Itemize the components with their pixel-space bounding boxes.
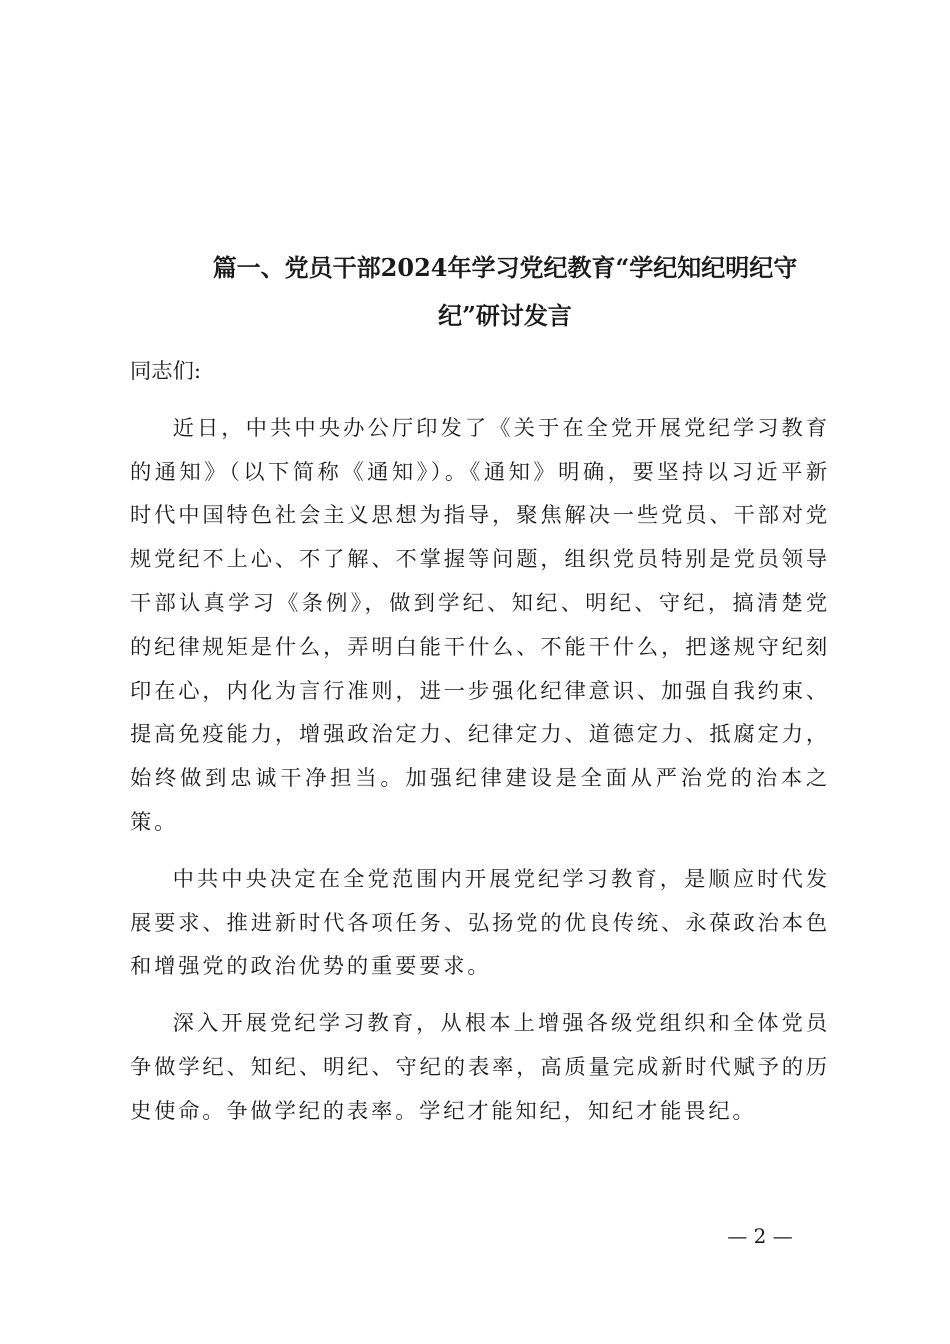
title-line-1: 篇一、党员干部2024年学习党纪教育“学纪知纪明纪守 [212,253,798,282]
document-body [130,350,830,1147]
page-number: — 2 — [727,1224,793,1248]
salutation: 同志们: [130,359,202,384]
document-title [130,244,880,340]
paragraph-3: 深入开展党纪学习教育，从根本上增强各级党组织和全体党员争做学纪、知纪、明纪、守纪的表率，高质量完成新时代赋予的历史使命。争做学纪的表率。学纪才能知纪，知纪才能畏纪。 [130,1011,830,1124]
title-line-2: 纪”研讨发言 [438,301,572,330]
paragraph-2: 中共中央决定在全党范围内开展党纪学习教育，是顺应时代发展要求、推进新时代各项任务、弘扬党的优良传统、永葆政治本色和增强党的政治优势的重要要求。 [130,866,830,980]
paragraph-1: 近日，中共中央办公厅印发了《关于在全党开展党纪学习教育的通知》（以下简称《通知》）。《通知》明确，要坚持以习近平新时代中国特色社会主义思想为指导，聚焦解决一些党员、干部对党规党纪不上心、不了解、不掌握等问题，组织党员特别是党员领导干部认真学习《条例》，做到学纪、知纪、明纪、守纪，搞清楚党的纪律规矩是什么，弄明白能干什么、不能干什么，把遂规守纪刻印在心，内化为言行准则，进一步强化纪律意识、加强自我约束、提高免疫能力，增强政治定力、纪律定力、道德定力、抵腐定力，始终做到忠诚干净担当。加强纪律建设是全面从严治党的治本之策。 [130,415,830,835]
